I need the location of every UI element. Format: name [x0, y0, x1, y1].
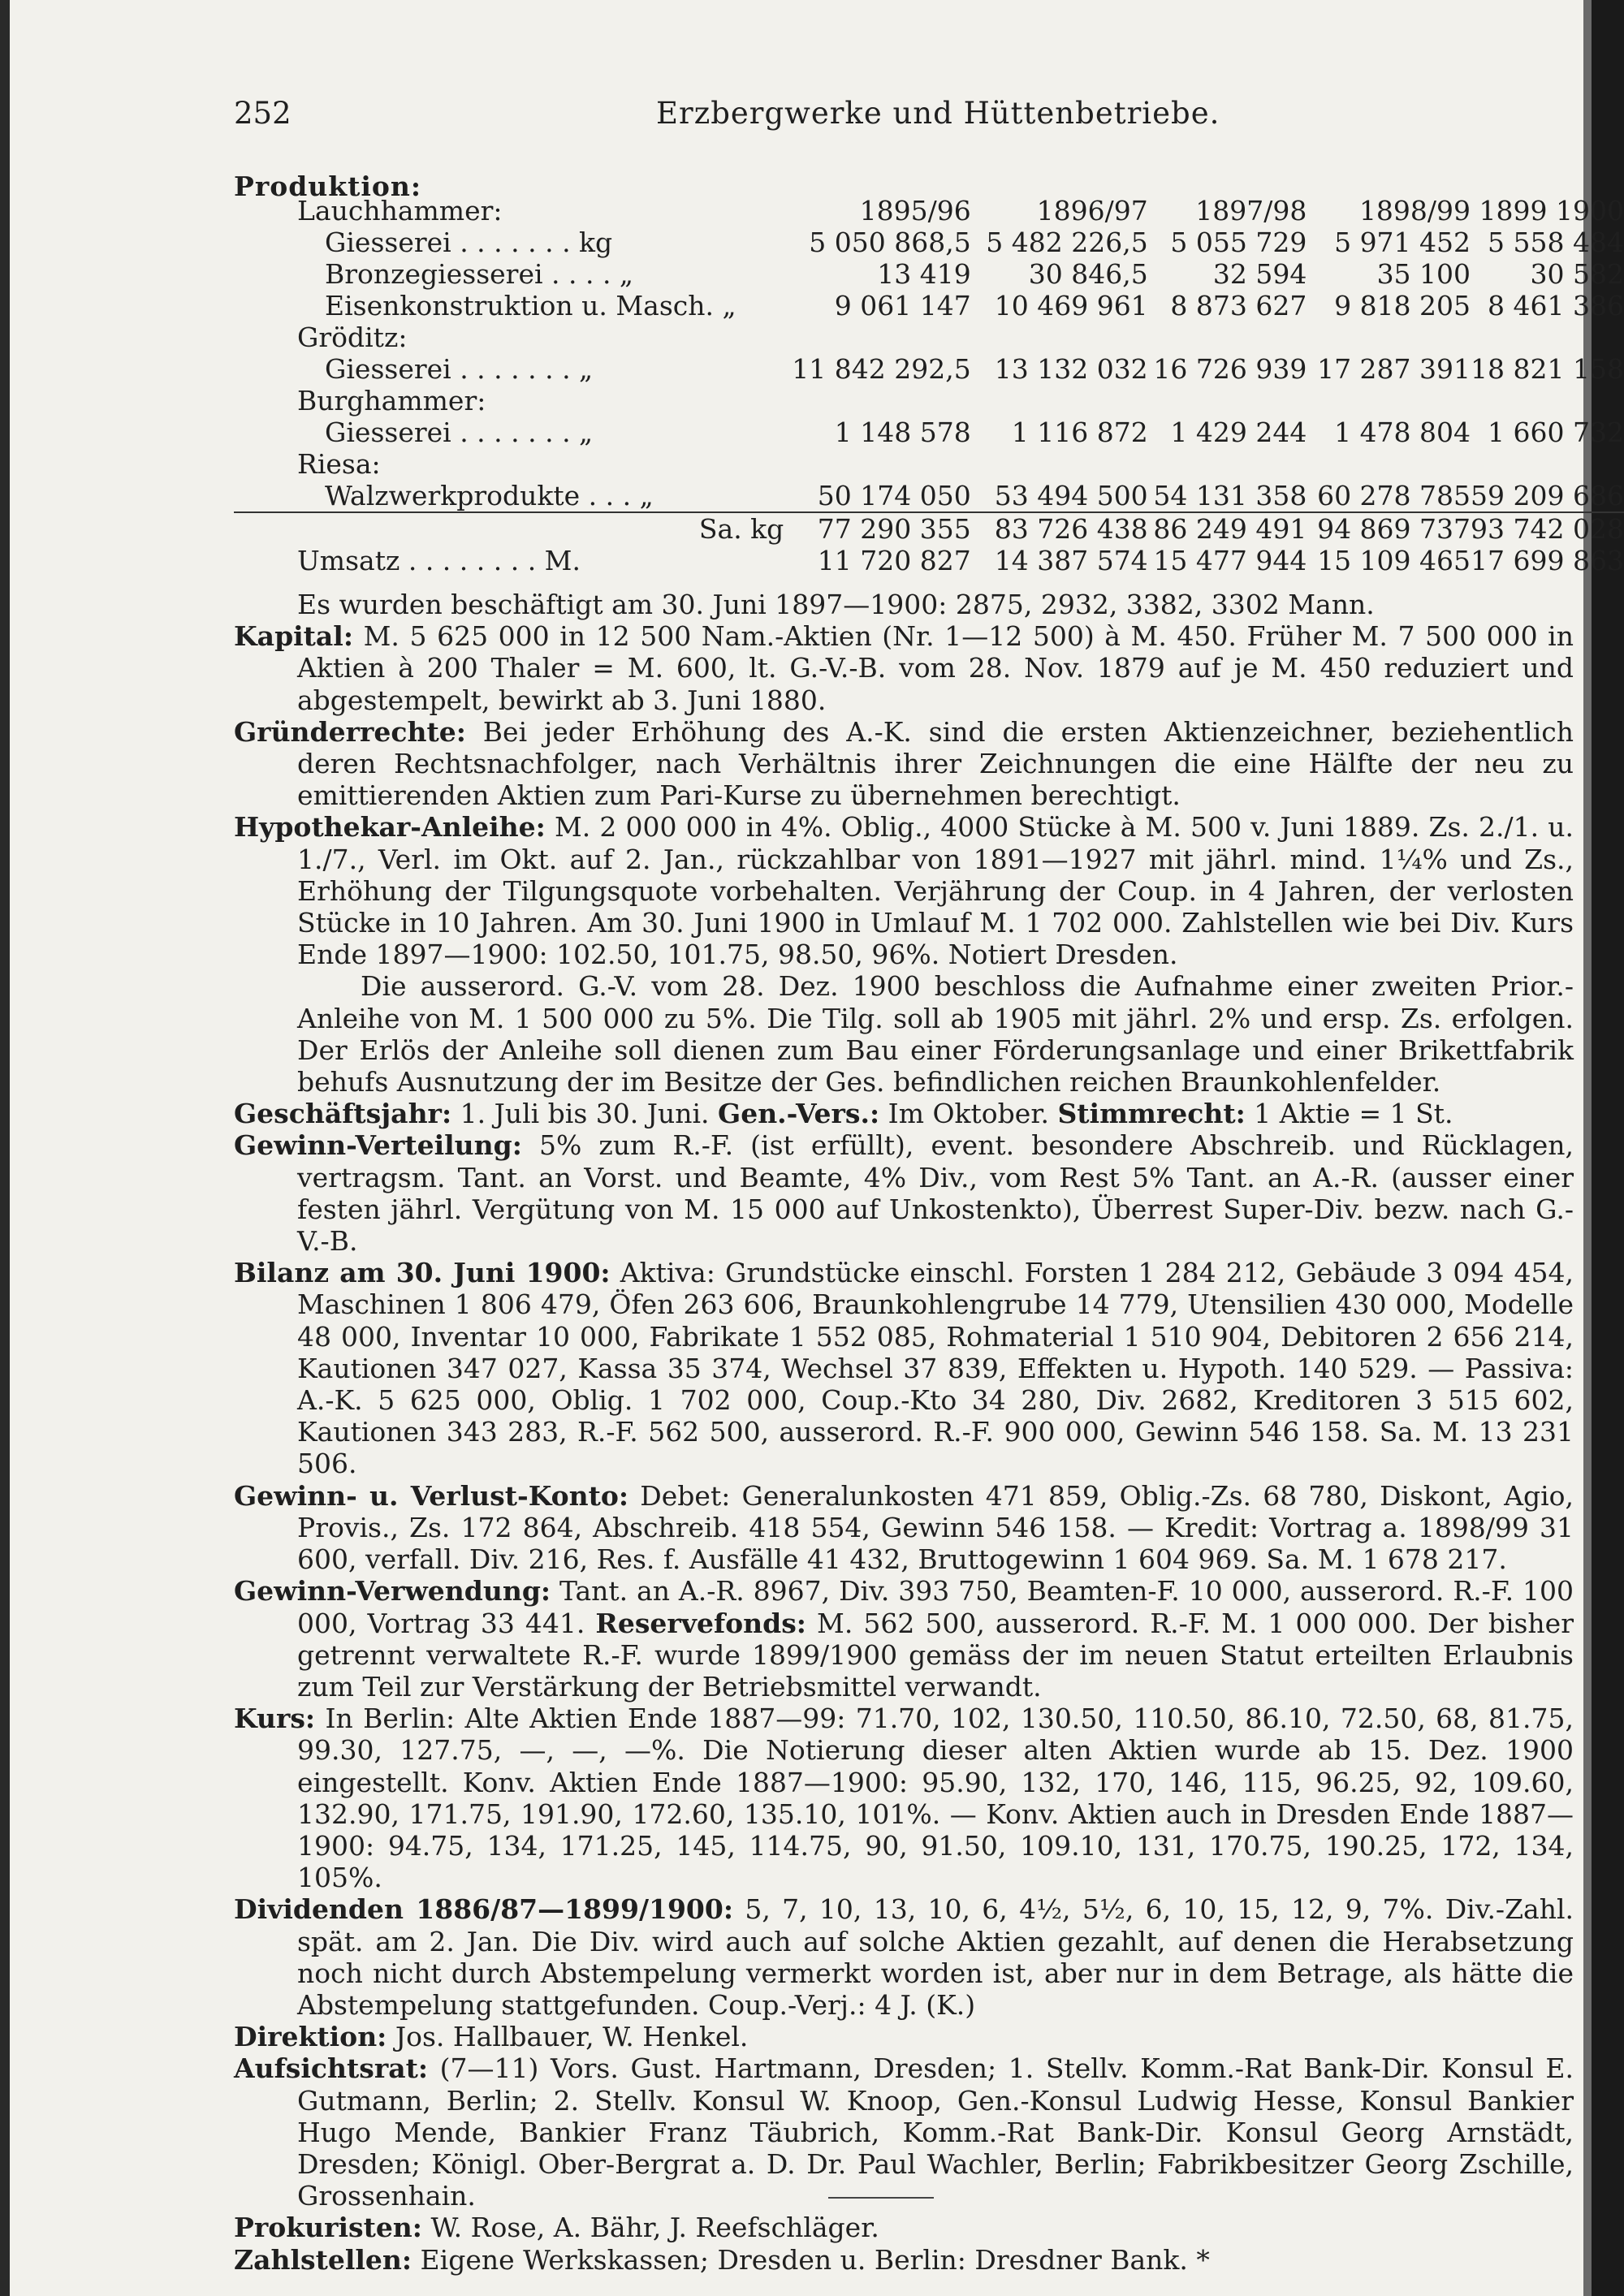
section-text: 1 Aktie = 1 St. — [1245, 1098, 1453, 1130]
running-title: Erzbergwerke und Hüttenbetriebe. — [656, 96, 1220, 131]
table-row — [234, 480, 1624, 512]
section-paragraph — [234, 1098, 1574, 1129]
page-header — [234, 96, 1371, 136]
table-cell: 16 726 939 — [1153, 353, 1307, 385]
table-cell: 77 290 355 — [792, 512, 970, 545]
section-label: Gewinn- u. Verlust-Konto: — [234, 1479, 629, 1512]
footer-rule — [828, 2197, 934, 2199]
row-label: Burghammer: — [297, 385, 486, 416]
section-label: Gründerrechte: — [234, 715, 466, 748]
section-label: Gen.-Vers.: — [718, 1098, 880, 1130]
table-cell: 1 116 872 — [1011, 416, 1148, 448]
table-row — [234, 385, 1624, 416]
produktion-table — [234, 195, 1624, 576]
table-row — [234, 416, 1624, 448]
section-text: 5% zum R.-F. (ist erfüllt), event. besondere Abschreib. und Rücklagen, vertragsm. Tant. an Vorst. und Beamte, 4% Div., vom Rest 5% Tant. an A.-R. (ausser einer festen jährl. Vergütung von M. 15 000 auf Unkostenkto), Überrest Super-Div. bezw. nach G.-V.-B. — [297, 1129, 1574, 1258]
section-label: Geschäftsjahr: — [234, 1098, 452, 1130]
row-label: Giesserei . . . . . . . „ — [325, 416, 594, 448]
table-cell — [971, 322, 1148, 353]
table-cell: 8 873 627 — [1170, 290, 1307, 322]
section-paragraph — [234, 2021, 1574, 2052]
section-paragraph — [234, 811, 1574, 970]
table-cell — [1307, 322, 1471, 353]
row-label: Eisenkonstruktion u. Masch. „ — [325, 290, 736, 322]
table-row — [234, 227, 1624, 258]
row-label: Umsatz . . . . . . . . M. — [297, 545, 581, 576]
table-cell: 13 132 032 — [994, 353, 1148, 385]
section-text: In Berlin: Alte Aktien Ende 1887—99: 71.70, 102, 130.50, 110.50, 86.10, 72.50, 68, 81.75, 99.30, 127.75, —, —, —%. Die Notierung dieser alten Aktien wurde ab 15. Dez. 1900 eingestellt. Konv. Aktien Ende 1887—1900: 95.90, 132, 170, 146, 115, 96.25, 92, 109.60, 132.90, 171.75, 191.90, 172.60, 135.10, 101%. — Konv. Aktien auch in Dresden Ende 1887—1900: 94.75, 134, 171.25, 145, 114.75, 90, 91.50, 109.10, 131, 170.75, 190.25, 172, 134, 105%. — [297, 1703, 1574, 1894]
table-cell: 14 387 574 — [994, 545, 1148, 576]
table-cell: 50 174 050 — [817, 480, 971, 511]
table-cell: 59 209 686 — [1471, 480, 1624, 511]
section-label: Direktion: — [234, 2021, 387, 2053]
table-row — [234, 322, 1624, 353]
page-number: 252 — [234, 96, 292, 131]
section-label: Reservefonds: — [595, 1607, 806, 1639]
section-label: Dividenden 1886/87—1899/1900: — [234, 1893, 734, 1926]
section-label: Zahlstellen: — [234, 2243, 412, 2276]
table-cell — [792, 322, 970, 353]
section-paragraph — [234, 2244, 1574, 2276]
table-cell: 1 660 732 — [1488, 416, 1624, 448]
table-cell: 8 461 386 — [1488, 290, 1624, 322]
table-cell: 18 821 158 — [1471, 353, 1624, 385]
table-cell: 30 582 — [1530, 258, 1624, 290]
table-cell — [1148, 448, 1307, 480]
table-cell: 17 699 863 — [1471, 545, 1624, 576]
table-cell: 1896/97 — [1036, 195, 1148, 227]
table-cell: 1899 1900 — [1479, 195, 1624, 227]
section-paragraph — [234, 1129, 1574, 1257]
section-paragraph — [234, 1257, 1574, 1479]
umsatz-row — [234, 545, 1624, 576]
table-cell: 10 469 961 — [994, 290, 1148, 322]
section-text: Debet: Generalunkosten 471 859, Oblig.-Zs. 68 780, Diskont, Agio, Provis., Zs. 172 864, Abschreib. 418 554, Gewinn 546 158. — Kredit: Vortrag a. 1898/99 31 600, verfall. Div. 216, Res. f. Ausfälle 41 432, Bruttogewinn 1 604 969. Sa. M. 1 678 217. — [297, 1479, 1574, 1576]
table-cell: 86 249 491 — [1148, 512, 1307, 545]
table-cell: 11 720 827 — [817, 545, 971, 576]
table-cell: 53 494 500 — [994, 480, 1148, 511]
section-text: W. Rose, A. Bähr, J. Reefschläger. — [421, 2212, 879, 2244]
section-text: Bei jeder Erhöhung des A.-K. sind die ersten Aktienzeichner, beziehentlich deren Rechtsnachfolger, nach Verhältnis ihrer Zeichnungen die eine Hälfte der neu zu emittierenden Aktien zum Pari-Kurse zu übernehmen berechtigt. — [297, 715, 1574, 812]
section-label: Prokuristen: — [234, 2212, 422, 2244]
table-row — [234, 353, 1624, 385]
section-label: Aufsichtsrat: — [234, 2052, 429, 2085]
row-label: Gröditz: — [297, 322, 408, 353]
table-cell: 9 818 205 — [1334, 290, 1471, 322]
section-label: Kapital: — [234, 620, 354, 653]
report-body — [234, 589, 1574, 2276]
table-cell: 17 287 391 — [1317, 353, 1471, 385]
table-cell: 32 594 — [1212, 258, 1307, 290]
section-paragraph — [234, 1575, 1574, 1703]
table-cell — [792, 448, 970, 480]
table-cell: 5 971 452 — [1334, 227, 1471, 258]
row-label: Bronzegiesserei . . . . „ — [325, 258, 634, 290]
section-label: Hypothekar-Anleihe: — [234, 811, 546, 844]
section-text: 1. Juli bis 30. Juni. — [451, 1098, 719, 1130]
table-cell — [1307, 448, 1471, 480]
section-paragraph — [234, 1480, 1574, 1576]
section-text: 5, 7, 10, 13, 10, 6, 4½, 5½, 6, 10, 15, 12, 9, 7%. Div.-Zahl. spät. am 2. Jan. Die Div. wird auch auf solche Aktien gezahlt, auf denen die Herabsetzung noch nicht durch Abstempelung vermerkt worden ist, aber nur in dem Betrage, als hätte die Abstempelung stattgefunden. Coup.-Verj.: 4 J. (K.) — [297, 1893, 1574, 2021]
section-text: Die ausserord. G.-V. vom 28. Dez. 1900 beschloss die Aufnahme einer zweiten Prior.-Anleihe von M. 1 500 000 zu 5%. Die Tilg. soll ab 1905 mit jährl. 2% und ersp. Zs. erfolgen. Der Erlös der Anleihe soll dienen zum Bau einer Förderungsanlage und einer Brikettfabrik behufs Ausnutzung der im Besitze der Ges. befindlichen reichen Braunkohlenfelder. — [297, 970, 1574, 1098]
section-text: Im Oktober. — [879, 1098, 1058, 1130]
table-cell: 11 842 292,5 — [792, 353, 971, 385]
section-text: (7—11) Vors. Gust. Hartmann, Dresden; 1. Stellv. Komm.-Rat Bank-Dir. Konsul E. Gutmann, Berlin; 2. Stellv. Konsul W. Knoop, Gen.-Konsul Ludwig Hesse, Konsul Bankier Hugo Mende, Bankier Franz Täubrich, Komm.-Rat Bank-Dir. Konsul Georg Arnstädt, Dresden; Königl. Ober-Bergrat a. D. Dr. Paul Wachler, Berlin; Fabrikbesitzer Georg Zschille, Grossenhain. — [297, 2052, 1574, 2212]
table-cell: 15 477 944 — [1153, 545, 1307, 576]
table-cell: 13 419 — [877, 258, 971, 290]
section-paragraph — [234, 1703, 1574, 1893]
table-cell: 1 148 578 — [834, 416, 971, 448]
section-text: Eigene Werkskassen; Dresden u. Berlin: Dresdner Bank. * — [412, 2243, 1210, 2276]
scan-edge-left — [0, 0, 10, 2296]
table-cell — [971, 448, 1148, 480]
section-paragraph — [234, 620, 1574, 716]
table-cell: 1895/96 — [859, 195, 971, 227]
table-cell — [971, 385, 1148, 416]
table-cell: 94 869 737 — [1307, 512, 1471, 545]
section-text: M. 2 000 000 in 4%. Oblig., 4000 Stücke à M. 500 v. Juni 1889. Zs. 2./1. u. 1./7., Verl. im Okt. auf 2. Jan., rückzahlbar von 1891—1927 mit jährl. mind. 1¼% und Zs., Erhöhung der Tilgungsquote vorbehalten. Verjährung der Coup. in 4 Jahren, der verlosten Stücke in 10 Jahren. Am 30. Juni 1900 in Umlauf M. 1 702 000. Zahlstellen wie bei Div. Kurs Ende 1897—1900: 102.50, 101.75, 98.50, 96%. Notiert Dresden. — [297, 811, 1574, 971]
table-cell: 54 131 358 — [1153, 480, 1307, 511]
table-cell: 35 100 — [1376, 258, 1471, 290]
section-paragraph — [234, 1893, 1574, 2021]
section-paragraph — [234, 2212, 1574, 2243]
table-cell: 1 429 244 — [1170, 416, 1307, 448]
section-label: Bilanz am 30. Juni 1900: — [234, 1257, 611, 1289]
table-row — [234, 448, 1624, 480]
table-cell: 5 050 868,5 — [809, 227, 971, 258]
table-cell: 93 742 028 — [1471, 513, 1624, 545]
section-paragraph — [234, 970, 1574, 1098]
section-text: Jos. Hallbauer, W. Henkel. — [387, 2021, 749, 2053]
section-label: Gewinn-Verteilung: — [234, 1129, 522, 1162]
table-cell — [1471, 385, 1624, 416]
section-label: Stimmrecht: — [1057, 1098, 1246, 1130]
table-cell: 60 278 785 — [1317, 480, 1471, 511]
table-cell: 15 109 465 — [1317, 545, 1471, 576]
row-label: Walzwerkprodukte . . . „ — [325, 480, 654, 511]
section-paragraph — [234, 2052, 1574, 2212]
beschaeftigt-line: Es wurden beschäftigt am 30. Juni 1897—1900: 2875, 2932, 3382, 3302 Mann. — [297, 589, 1375, 620]
produktion-heading: Produktion: — [234, 170, 422, 202]
section-label: Gewinn-Verwendung: — [234, 1575, 551, 1608]
table-row — [234, 258, 1624, 290]
table-cell: 5 055 729 — [1170, 227, 1307, 258]
table-cell — [1148, 385, 1307, 416]
table-cell — [1307, 385, 1471, 416]
row-label: Sa. kg — [234, 512, 792, 545]
table-cell: 1897/98 — [1195, 195, 1307, 227]
table-cell — [792, 385, 970, 416]
table-row — [234, 290, 1624, 322]
table-cell: 1 478 804 — [1334, 416, 1471, 448]
row-label: Riesa: — [297, 448, 381, 480]
table-cell: 9 061 147 — [834, 290, 971, 322]
table-cell — [1471, 322, 1624, 353]
table-cell: 83 726 438 — [971, 512, 1148, 545]
table-cell: 1898/99 — [1358, 195, 1471, 227]
table-cell: 30 846,5 — [1028, 258, 1148, 290]
table-row — [234, 195, 1624, 227]
row-label: Lauchhammer: — [297, 195, 503, 227]
table-cell — [1148, 322, 1307, 353]
table-cell: 5 558 484 — [1488, 227, 1624, 258]
section-text: Aktiva: Grundstücke einschl. Forsten 1 284 212, Gebäude 3 094 454, Maschinen 1 806 479, Öfen 263 606, Braunkohlengrube 14 779, Utensilien 430 000, Modelle 48 000, Inventar 10 000, Fabrikate 1 552 085, Rohmaterial 1 510 904, Debitoren 2 656 214, Kautionen 347 027, Kassa 35 374, Wechsel 37 839, Effekten u. Hypoth. 140 529. — Passiva: A.-K. 5 625 000, Oblig. 1 702 000, Coup.-Kto 34 280, Div. 2682, Kreditoren 3 515 602, Kautionen 343 283, R.-F. 562 500, ausserord. R.-F. 900 000, Gewinn 546 158. Sa. M. 13 231 506. — [297, 1257, 1574, 1480]
sum-row — [234, 512, 1624, 545]
section-text: M. 562 500, ausserord. R.-F. M. 1 000 000. Der bisher getrennt verwaltete R.-F. wurde 1899/1900 gemäss der im neuen Statut erteilten Erlaubnis zum Teil zur Verstärkung der Betriebsmittel verwandt. — [297, 1607, 1574, 1703]
row-label: Giesserei . . . . . . . kg — [325, 227, 613, 258]
table-cell: 5 482 226,5 — [986, 227, 1148, 258]
section-text: M. 5 625 000 in 12 500 Nam.-Aktien (Nr. 1—12 500) à M. 450. Früher M. 7 500 000 in Aktien à 200 Thaler = M. 600, lt. G.-V.-B. vom 28. Nov. 1879 auf je M. 450 reduziert und abgestempelt, bewirkt ab 3. Juni 1880. — [297, 620, 1574, 716]
row-label: Giesserei . . . . . . . „ — [325, 353, 594, 385]
section-label: Kurs: — [234, 1703, 316, 1735]
section-text: Tant. an A.-R. 8967, Div. 393 750, Beamten-F. 10 000, ausserord. R.-F. 100 000, Vortrag 33 441. — [297, 1575, 1574, 1639]
section-paragraph — [234, 716, 1574, 812]
table-cell — [1471, 448, 1624, 480]
